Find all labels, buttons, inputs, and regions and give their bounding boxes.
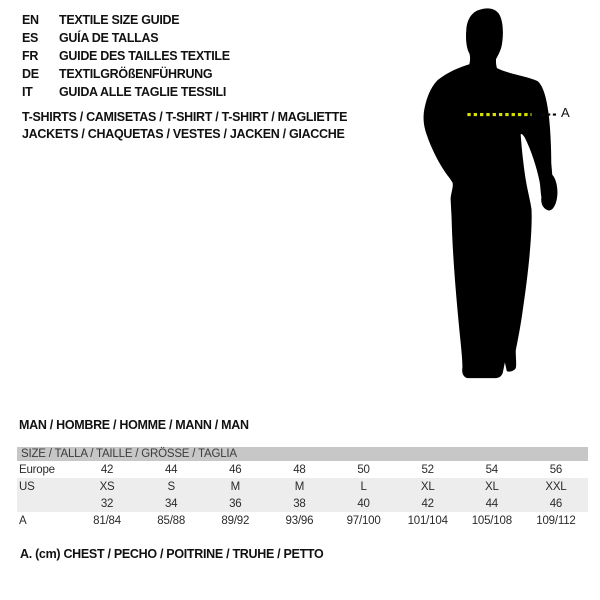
language-code: FR bbox=[22, 49, 39, 63]
language-row bbox=[22, 11, 230, 29]
language-row bbox=[22, 83, 230, 101]
table-cell: 109/112 bbox=[536, 514, 576, 527]
language-code: IT bbox=[22, 85, 33, 99]
table-cell: 89/92 bbox=[221, 514, 250, 527]
man-silhouette bbox=[415, 5, 575, 390]
table-cell: 40 bbox=[357, 497, 370, 510]
language-list bbox=[22, 11, 230, 101]
table-cell: 81/84 bbox=[93, 514, 121, 527]
table-row-us bbox=[17, 478, 588, 495]
table-cell: 38 bbox=[293, 497, 306, 510]
language-label: GUIDE DES TAILLES TEXTILE bbox=[59, 49, 230, 63]
section-title-man: MAN / HOMBRE / HOMME / MANN / MAN bbox=[19, 418, 249, 432]
table-row-numeric bbox=[17, 495, 588, 512]
table-cell: 44 bbox=[164, 463, 178, 476]
language-label: TEXTILE SIZE GUIDE bbox=[59, 13, 180, 27]
table-cell: 85/88 bbox=[157, 514, 186, 527]
table-row-chest-a bbox=[17, 512, 588, 529]
language-code: ES bbox=[22, 31, 39, 45]
table-cell: 48 bbox=[293, 463, 306, 476]
table-cell: 54 bbox=[485, 463, 499, 476]
language-row bbox=[22, 65, 230, 83]
row-label: Europe bbox=[19, 463, 55, 476]
table-cell: 46 bbox=[549, 497, 563, 510]
table-cell: 46 bbox=[229, 463, 242, 476]
table-cell: 50 bbox=[357, 463, 370, 476]
size-table bbox=[17, 447, 588, 529]
table-cell: 32 bbox=[100, 497, 114, 510]
row-label: A bbox=[19, 514, 27, 527]
table-cell: XL bbox=[484, 480, 499, 493]
language-code: DE bbox=[22, 67, 39, 81]
language-label: GUIDA ALLE TAGLIE TESSILI bbox=[59, 85, 227, 99]
table-row-europe bbox=[17, 461, 588, 478]
measure-label-a: A bbox=[561, 105, 570, 120]
language-label: TEXTILGRÖßENFÜHRUNG bbox=[59, 67, 213, 81]
table-cell: 97/100 bbox=[346, 514, 381, 527]
table-cell: S bbox=[167, 480, 175, 493]
language-row bbox=[22, 29, 230, 47]
row-label: US bbox=[19, 480, 35, 493]
table-cell: 93/96 bbox=[285, 514, 314, 527]
category-tshirts: T-SHIRTS / CAMISETAS / T-SHIRT / T-SHIRT / MAGLIETTE bbox=[22, 110, 348, 124]
table-cell: XS bbox=[99, 480, 115, 493]
table-cell: M bbox=[230, 480, 240, 493]
table-cell: XL bbox=[420, 480, 435, 493]
table-cell: XXL bbox=[545, 480, 567, 493]
man-figure bbox=[415, 5, 575, 390]
table-cell: L bbox=[360, 480, 367, 493]
table-cell: 105/108 bbox=[471, 514, 512, 527]
table-cell: 52 bbox=[421, 463, 434, 476]
footnote-chest: A. (cm) CHEST / PECHO / POITRINE / TRUHE / PETTO bbox=[20, 547, 324, 561]
language-row bbox=[22, 47, 230, 65]
size-table-header: SIZE / TALLA / TAILLE / GRÖSSE / TAGLIA bbox=[17, 447, 588, 461]
table-cell: 44 bbox=[485, 497, 499, 510]
language-code: EN bbox=[22, 13, 39, 27]
category-list bbox=[22, 109, 347, 143]
table-cell: 42 bbox=[100, 463, 114, 476]
language-label: GUÍA DE TALLAS bbox=[59, 31, 159, 45]
table-cell: 34 bbox=[164, 497, 178, 510]
table-cell: 101/104 bbox=[407, 514, 448, 527]
table-cell: M bbox=[294, 480, 305, 493]
category-jackets: JACKETS / CHAQUETAS / VESTES / JACKEN / GIACCHE bbox=[22, 127, 345, 141]
table-cell: 56 bbox=[549, 463, 563, 476]
table-cell: 36 bbox=[229, 497, 242, 510]
table-cell: 42 bbox=[421, 497, 434, 510]
